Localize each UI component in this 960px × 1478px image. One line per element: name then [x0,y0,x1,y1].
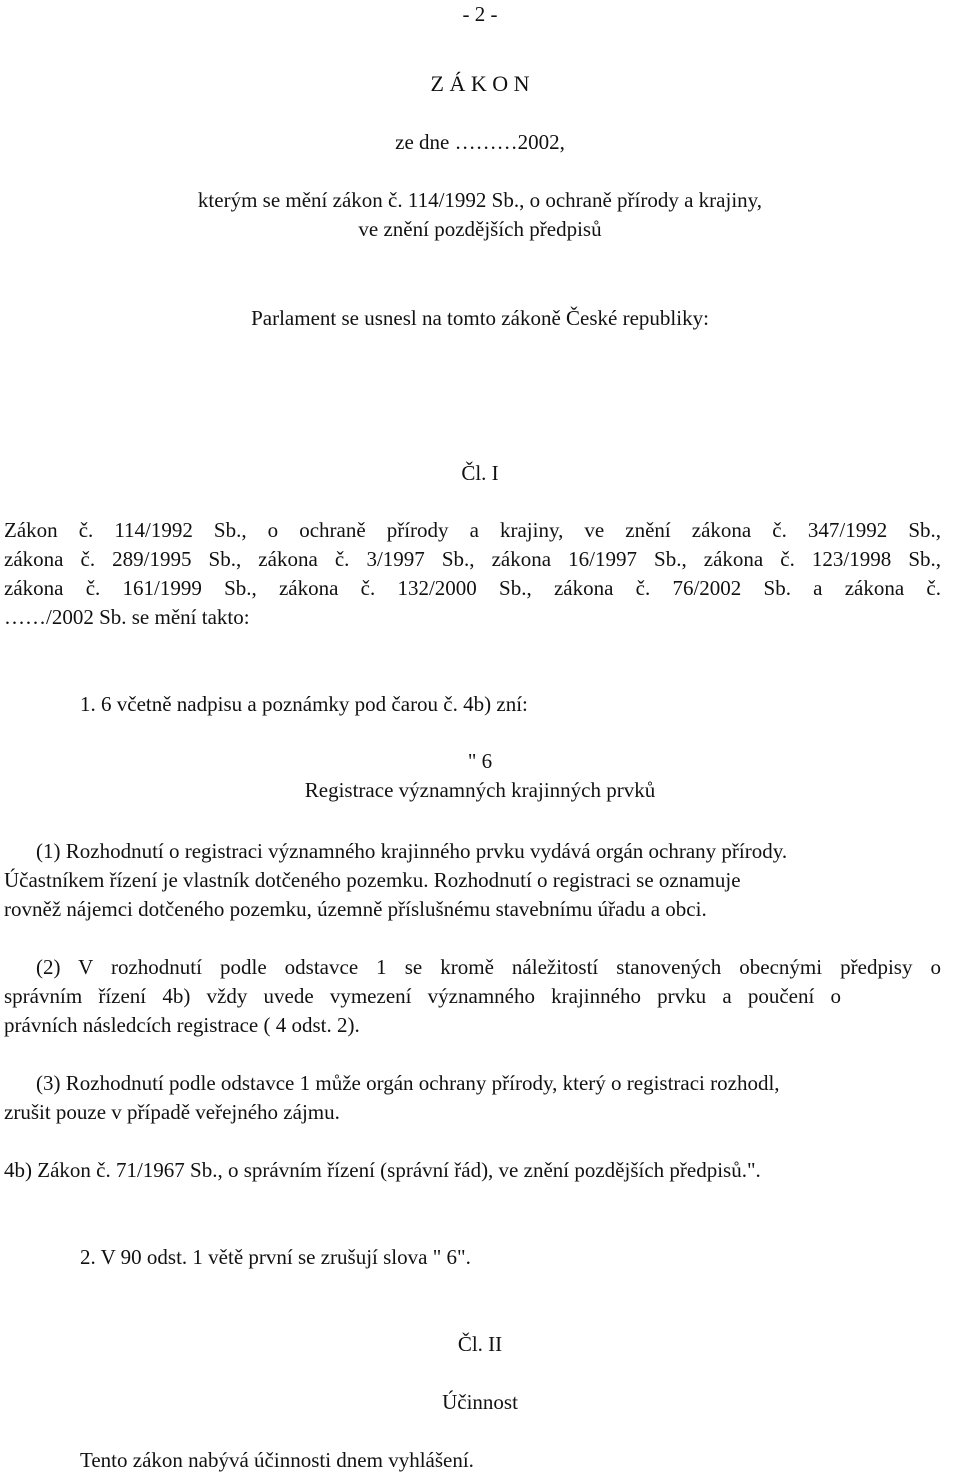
effectiveness-text: Tento zákon nabývá účinnosti dnem vyhlášení. [80,1448,474,1472]
section-mark: " 6 [467,749,493,773]
article-1-intro-line: zákona č. 289/1995 Sb., zákona č. 3/1997 Sb., zákona 16/1997 Sb., zákona č. 123/1998 Sb., [4,547,941,571]
point-2: 2. V 90 odst. 1 větě první se zrušují slova " 6". [80,1245,471,1269]
article-2-heading: Čl. II [457,1332,503,1356]
article-1-intro-line: zákona č. 161/1999 Sb., zákona č. 132/2000 Sb., zákona č. 76/2002 Sb. a zákona č. [4,576,941,600]
subject-line-2: ve znění pozdějších předpisů [358,217,602,241]
article-1-heading: Čl. I [461,461,499,485]
enacting-clause: Parlament se usnesl na tomto zákoně České republiky: [251,306,709,330]
subject-line-1: kterým se mění zákon č. 114/1992 Sb., o ochraně přírody a krajiny, [197,188,763,212]
paragraph-1-line: rovněž nájemci dotčeného pozemku, územně příslušnému stavebnímu úřadu a obci. [4,897,707,921]
paragraph-1-line: Účastníkem řízení je vlastník dotčeného pozemku. Rozhodnutí o registraci se oznamuje [4,868,741,892]
paragraph-1-line: (1) Rozhodnutí o registraci významného krajinného prvku vydává orgán ochrany přírody. [36,839,788,863]
article-1-intro-line: Zákon č. 114/1992 Sb., o ochraně přírody a krajiny, ve znění zákona č. 347/1992 Sb., [4,518,941,542]
date-line: ze dne ………2002, [395,130,565,154]
paragraph-3-line: zrušit pouze v případě veřejného zájmu. [4,1100,340,1124]
article-1-intro-line: ……/2002 Sb. se mění takto: [4,605,250,629]
paragraph-2-line: (2) V rozhodnutí podle odstavce 1 se kromě náležitostí stanovených obecnými předpisy o [36,955,941,979]
footnote-4b: 4b) Zákon č. 71/1967 Sb., o správním řízení (správní řád), ve znění pozdějších předpisů.". [4,1158,761,1182]
paragraph-2-line: právních následcích registrace ( 4 odst. 2). [4,1013,360,1037]
paragraph-2-line: správním řízení 4b) vždy uvede vymezení významného krajinného prvku a poučení o [4,984,841,1008]
law-title: Z Á K O N [430,71,530,96]
point-1: 1. 6 včetně nadpisu a poznámky pod čarou č. 4b) zní: [80,692,528,716]
page-number: - 2 - [462,2,498,26]
paragraph-3-line: (3) Rozhodnutí podle odstavce 1 může orgán ochrany přírody, který o registraci rozhodl, [36,1071,780,1095]
section-title: Registrace významných krajinných prvků [304,778,656,802]
article-2-title: Účinnost [442,1390,518,1414]
